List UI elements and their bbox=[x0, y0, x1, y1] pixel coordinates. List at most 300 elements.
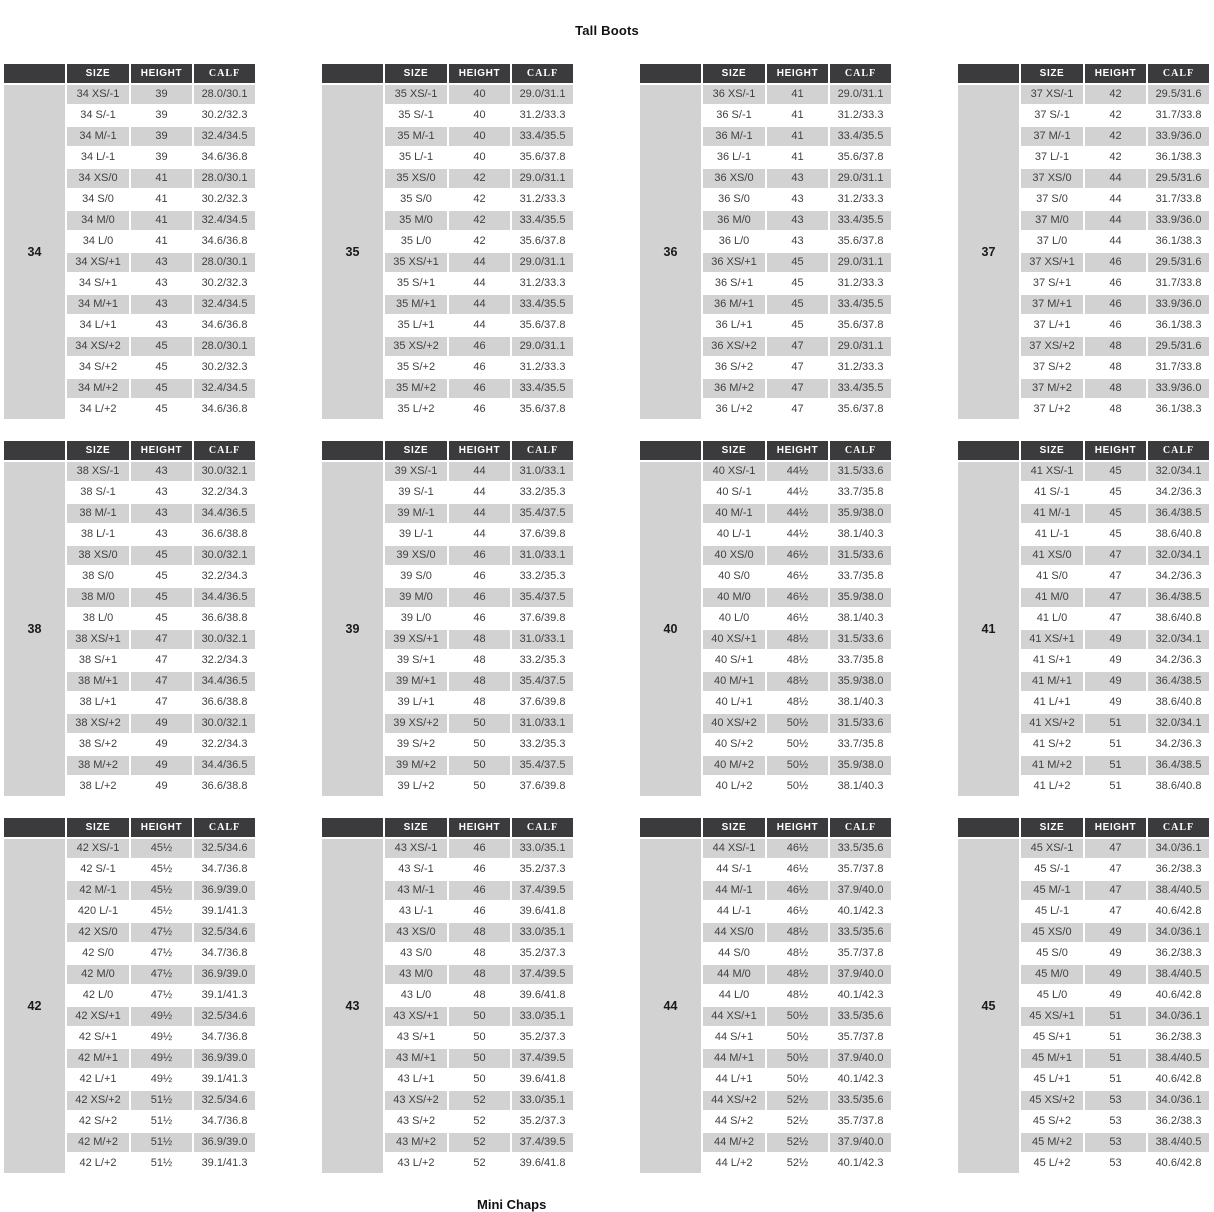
height-cell: 48½ bbox=[767, 965, 828, 984]
column-header-size: SIZE bbox=[1021, 818, 1083, 837]
height-cell: 43 bbox=[131, 462, 192, 481]
height-cell: 45 bbox=[1085, 483, 1146, 502]
calf-cell: 35.9/38.0 bbox=[830, 588, 891, 607]
height-cell: 51 bbox=[1085, 1007, 1146, 1026]
header-row bbox=[640, 818, 891, 837]
height-cell: 46½ bbox=[767, 839, 828, 858]
column-header-height: HEIGHT bbox=[131, 64, 192, 83]
height-cell: 44 bbox=[449, 253, 510, 272]
size-cell: 34 L/0 bbox=[67, 232, 129, 251]
size-cell: 43 XS/0 bbox=[385, 923, 447, 942]
size-cell: 39 L/+2 bbox=[385, 777, 447, 796]
size-cell: 44 S/0 bbox=[703, 944, 765, 963]
calf-cell: 30.2/32.3 bbox=[194, 106, 255, 125]
height-cell: 47 bbox=[131, 630, 192, 649]
size-cell: 44 M/+1 bbox=[703, 1049, 765, 1068]
column-header-height: HEIGHT bbox=[449, 64, 510, 83]
header-row bbox=[640, 441, 891, 460]
size-cell: 36 M/+1 bbox=[703, 295, 765, 314]
size-cell: 38 XS/0 bbox=[67, 546, 129, 565]
table-row bbox=[958, 839, 1209, 858]
height-cell: 48 bbox=[449, 630, 510, 649]
height-cell: 51 bbox=[1085, 735, 1146, 754]
calf-cell: 31.5/33.6 bbox=[830, 630, 891, 649]
table-side-label: 42 bbox=[4, 839, 65, 1173]
calf-cell: 31.2/33.3 bbox=[512, 358, 573, 377]
height-cell: 49½ bbox=[131, 1070, 192, 1089]
size-cell: 37 L/-1 bbox=[1021, 148, 1083, 167]
table-row bbox=[322, 462, 573, 481]
header-row bbox=[4, 441, 255, 460]
height-cell: 53 bbox=[1085, 1112, 1146, 1131]
size-cell: 38 S/-1 bbox=[67, 483, 129, 502]
height-cell: 52½ bbox=[767, 1091, 828, 1110]
calf-cell: 34.6/36.8 bbox=[194, 400, 255, 419]
calf-cell: 37.9/40.0 bbox=[830, 965, 891, 984]
size-cell: 41 XS/+1 bbox=[1021, 630, 1083, 649]
height-cell: 49 bbox=[131, 714, 192, 733]
size-cell: 36 L/+1 bbox=[703, 316, 765, 335]
height-cell: 48 bbox=[449, 693, 510, 712]
column-header-height: HEIGHT bbox=[449, 441, 510, 460]
height-cell: 50½ bbox=[767, 756, 828, 775]
height-cell: 49 bbox=[1085, 986, 1146, 1005]
size-cell: 38 M/0 bbox=[67, 588, 129, 607]
calf-cell: 29.0/31.1 bbox=[512, 85, 573, 104]
height-cell: 50 bbox=[449, 714, 510, 733]
header-row bbox=[958, 64, 1209, 83]
size-table-39 bbox=[320, 439, 575, 798]
column-header-calf: CALF bbox=[194, 818, 255, 837]
size-cell: 41 L/+1 bbox=[1021, 693, 1083, 712]
calf-cell: 31.2/33.3 bbox=[830, 190, 891, 209]
column-header-calf: CALF bbox=[512, 64, 573, 83]
header-corner-cell bbox=[4, 818, 65, 837]
size-cell: 44 L/+2 bbox=[703, 1154, 765, 1173]
size-cell: 43 L/+2 bbox=[385, 1154, 447, 1173]
size-cell: 45 L/+2 bbox=[1021, 1154, 1083, 1173]
calf-cell: 32.0/34.1 bbox=[1148, 546, 1209, 565]
height-cell: 46 bbox=[449, 400, 510, 419]
calf-cell: 32.5/34.6 bbox=[194, 1091, 255, 1110]
size-cell: 39 L/-1 bbox=[385, 525, 447, 544]
size-cell: 39 S/+1 bbox=[385, 651, 447, 670]
size-cell: 44 XS/-1 bbox=[703, 839, 765, 858]
size-cell: 37 XS/+1 bbox=[1021, 253, 1083, 272]
table-side-label: 44 bbox=[640, 839, 701, 1173]
size-cell: 45 S/-1 bbox=[1021, 860, 1083, 879]
size-cell: 43 S/+1 bbox=[385, 1028, 447, 1047]
size-cell: 37 S/-1 bbox=[1021, 106, 1083, 125]
calf-cell: 32.5/34.6 bbox=[194, 923, 255, 942]
height-cell: 40 bbox=[449, 127, 510, 146]
height-cell: 45 bbox=[767, 295, 828, 314]
height-cell: 49 bbox=[1085, 630, 1146, 649]
size-cell: 42 M/0 bbox=[67, 965, 129, 984]
height-cell: 46 bbox=[449, 379, 510, 398]
height-cell: 52 bbox=[449, 1133, 510, 1152]
column-header-height: HEIGHT bbox=[131, 818, 192, 837]
calf-cell: 38.6/40.8 bbox=[1148, 609, 1209, 628]
size-cell: 35 M/0 bbox=[385, 211, 447, 230]
table-side-label: 37 bbox=[958, 85, 1019, 419]
calf-cell: 35.7/37.8 bbox=[830, 1112, 891, 1131]
height-cell: 45 bbox=[131, 567, 192, 586]
size-cell: 35 S/+2 bbox=[385, 358, 447, 377]
calf-cell: 33.2/35.3 bbox=[512, 483, 573, 502]
height-cell: 47½ bbox=[131, 965, 192, 984]
height-cell: 48½ bbox=[767, 672, 828, 691]
calf-cell: 35.2/37.3 bbox=[512, 944, 573, 963]
column-header-size: SIZE bbox=[385, 818, 447, 837]
calf-cell: 40.1/42.3 bbox=[830, 902, 891, 921]
column-header-size: SIZE bbox=[67, 441, 129, 460]
header-row bbox=[4, 818, 255, 837]
height-cell: 50 bbox=[449, 1028, 510, 1047]
calf-cell: 32.0/34.1 bbox=[1148, 462, 1209, 481]
calf-cell: 33.4/35.5 bbox=[512, 211, 573, 230]
size-cell: 34 XS/0 bbox=[67, 169, 129, 188]
height-cell: 51½ bbox=[131, 1091, 192, 1110]
height-cell: 40 bbox=[449, 106, 510, 125]
calf-cell: 29.0/31.1 bbox=[830, 253, 891, 272]
height-cell: 47½ bbox=[131, 944, 192, 963]
calf-cell: 31.2/33.3 bbox=[830, 358, 891, 377]
height-cell: 43 bbox=[131, 316, 192, 335]
column-header-calf: CALF bbox=[830, 64, 891, 83]
size-cell: 38 S/0 bbox=[67, 567, 129, 586]
height-cell: 44 bbox=[449, 295, 510, 314]
height-cell: 46 bbox=[449, 337, 510, 356]
column-header-calf: CALF bbox=[830, 441, 891, 460]
calf-cell: 37.9/40.0 bbox=[830, 1049, 891, 1068]
height-cell: 47 bbox=[767, 358, 828, 377]
size-cell: 40 XS/+1 bbox=[703, 630, 765, 649]
calf-cell: 39.6/41.8 bbox=[512, 902, 573, 921]
height-cell: 46 bbox=[449, 839, 510, 858]
size-cell: 36 S/+1 bbox=[703, 274, 765, 293]
calf-cell: 37.4/39.5 bbox=[512, 1049, 573, 1068]
header-corner-cell bbox=[4, 441, 65, 460]
page-title: Tall Boots bbox=[575, 23, 639, 38]
height-cell: 43 bbox=[131, 295, 192, 314]
table-row bbox=[4, 85, 255, 104]
calf-cell: 40.6/42.8 bbox=[1148, 1070, 1209, 1089]
size-cell: 44 S/+2 bbox=[703, 1112, 765, 1131]
height-cell: 50 bbox=[449, 1049, 510, 1068]
height-cell: 46 bbox=[449, 358, 510, 377]
height-cell: 46 bbox=[449, 902, 510, 921]
size-cell: 41 M/+1 bbox=[1021, 672, 1083, 691]
size-cell: 37 S/0 bbox=[1021, 190, 1083, 209]
size-cell: 45 L/-1 bbox=[1021, 902, 1083, 921]
height-cell: 53 bbox=[1085, 1091, 1146, 1110]
height-cell: 45 bbox=[767, 274, 828, 293]
calf-cell: 31.0/33.1 bbox=[512, 546, 573, 565]
height-cell: 44 bbox=[449, 504, 510, 523]
height-cell: 50 bbox=[449, 1070, 510, 1089]
size-cell: 40 S/0 bbox=[703, 567, 765, 586]
size-cell: 43 L/0 bbox=[385, 986, 447, 1005]
height-cell: 47½ bbox=[131, 923, 192, 942]
size-cell: 35 S/+1 bbox=[385, 274, 447, 293]
column-header-height: HEIGHT bbox=[767, 818, 828, 837]
calf-cell: 29.5/31.6 bbox=[1148, 85, 1209, 104]
calf-cell: 36.4/38.5 bbox=[1148, 504, 1209, 523]
size-cell: 37 S/+1 bbox=[1021, 274, 1083, 293]
calf-cell: 38.6/40.8 bbox=[1148, 525, 1209, 544]
height-cell: 51 bbox=[1085, 777, 1146, 796]
height-cell: 45 bbox=[131, 337, 192, 356]
calf-cell: 32.0/34.1 bbox=[1148, 714, 1209, 733]
height-cell: 42 bbox=[1085, 148, 1146, 167]
calf-cell: 35.6/37.8 bbox=[512, 232, 573, 251]
size-cell: 37 XS/-1 bbox=[1021, 85, 1083, 104]
calf-cell: 32.5/34.6 bbox=[194, 1007, 255, 1026]
height-cell: 46 bbox=[449, 588, 510, 607]
size-cell: 44 M/+2 bbox=[703, 1133, 765, 1152]
column-header-size: SIZE bbox=[67, 818, 129, 837]
column-header-calf: CALF bbox=[512, 818, 573, 837]
height-cell: 43 bbox=[131, 504, 192, 523]
column-header-size: SIZE bbox=[1021, 64, 1083, 83]
size-cell: 40 L/+1 bbox=[703, 693, 765, 712]
height-cell: 49 bbox=[131, 777, 192, 796]
size-cell: 39 M/-1 bbox=[385, 504, 447, 523]
calf-cell: 32.2/34.3 bbox=[194, 651, 255, 670]
size-cell: 39 XS/+2 bbox=[385, 714, 447, 733]
size-table-44 bbox=[638, 816, 893, 1175]
height-cell: 44½ bbox=[767, 504, 828, 523]
calf-cell: 35.7/37.8 bbox=[830, 860, 891, 879]
size-cell: 41 L/+2 bbox=[1021, 777, 1083, 796]
height-cell: 46 bbox=[449, 609, 510, 628]
header-row bbox=[958, 441, 1209, 460]
height-cell: 40 bbox=[449, 85, 510, 104]
calf-cell: 35.6/37.8 bbox=[830, 148, 891, 167]
calf-cell: 33.7/35.8 bbox=[830, 651, 891, 670]
table-row bbox=[958, 462, 1209, 481]
height-cell: 50 bbox=[449, 735, 510, 754]
height-cell: 47 bbox=[1085, 902, 1146, 921]
table-side-label: 34 bbox=[4, 85, 65, 419]
calf-cell: 32.2/34.3 bbox=[194, 735, 255, 754]
calf-cell: 40.6/42.8 bbox=[1148, 1154, 1209, 1173]
calf-cell: 35.7/37.8 bbox=[830, 944, 891, 963]
table-row bbox=[322, 839, 573, 858]
header-row bbox=[4, 64, 255, 83]
column-header-calf: CALF bbox=[1148, 818, 1209, 837]
calf-cell: 39.6/41.8 bbox=[512, 1070, 573, 1089]
size-cell: 38 XS/-1 bbox=[67, 462, 129, 481]
height-cell: 39 bbox=[131, 106, 192, 125]
calf-cell: 34.2/36.3 bbox=[1148, 483, 1209, 502]
height-cell: 47 bbox=[1085, 546, 1146, 565]
calf-cell: 39.1/41.3 bbox=[194, 1154, 255, 1173]
calf-cell: 33.7/35.8 bbox=[830, 567, 891, 586]
size-cell: 45 M/+1 bbox=[1021, 1049, 1083, 1068]
calf-cell: 33.9/36.0 bbox=[1148, 211, 1209, 230]
height-cell: 47 bbox=[767, 400, 828, 419]
calf-cell: 33.4/35.5 bbox=[830, 379, 891, 398]
calf-cell: 36.1/38.3 bbox=[1148, 148, 1209, 167]
height-cell: 49 bbox=[131, 756, 192, 775]
calf-cell: 35.2/37.3 bbox=[512, 860, 573, 879]
size-cell: 34 M/0 bbox=[67, 211, 129, 230]
calf-cell: 35.4/37.5 bbox=[512, 588, 573, 607]
size-cell: 38 S/+1 bbox=[67, 651, 129, 670]
calf-cell: 35.4/37.5 bbox=[512, 756, 573, 775]
size-cell: 34 S/0 bbox=[67, 190, 129, 209]
height-cell: 52½ bbox=[767, 1154, 828, 1173]
calf-cell: 29.0/31.1 bbox=[512, 253, 573, 272]
size-cell: 34 XS/+2 bbox=[67, 337, 129, 356]
header-corner-cell bbox=[958, 441, 1019, 460]
height-cell: 49½ bbox=[131, 1049, 192, 1068]
height-cell: 39 bbox=[131, 127, 192, 146]
size-cell: 42 M/+2 bbox=[67, 1133, 129, 1152]
calf-cell: 33.4/35.5 bbox=[512, 127, 573, 146]
size-cell: 41 M/-1 bbox=[1021, 504, 1083, 523]
calf-cell: 34.7/36.8 bbox=[194, 944, 255, 963]
height-cell: 42 bbox=[1085, 85, 1146, 104]
calf-cell: 33.2/35.3 bbox=[512, 735, 573, 754]
size-cell: 41 L/-1 bbox=[1021, 525, 1083, 544]
calf-cell: 39.1/41.3 bbox=[194, 902, 255, 921]
calf-cell: 36.4/38.5 bbox=[1148, 756, 1209, 775]
size-cell: 42 XS/+2 bbox=[67, 1091, 129, 1110]
calf-cell: 32.4/34.5 bbox=[194, 127, 255, 146]
calf-cell: 34.4/36.5 bbox=[194, 756, 255, 775]
calf-cell: 32.2/34.3 bbox=[194, 567, 255, 586]
calf-cell: 35.6/37.8 bbox=[830, 400, 891, 419]
calf-cell: 33.5/35.6 bbox=[830, 1007, 891, 1026]
calf-cell: 31.0/33.1 bbox=[512, 462, 573, 481]
calf-cell: 30.0/32.1 bbox=[194, 630, 255, 649]
size-cell: 40 M/+1 bbox=[703, 672, 765, 691]
size-cell: 42 M/-1 bbox=[67, 881, 129, 900]
height-cell: 46 bbox=[1085, 274, 1146, 293]
calf-cell: 35.7/37.8 bbox=[830, 1028, 891, 1047]
size-cell: 40 M/+2 bbox=[703, 756, 765, 775]
size-cell: 35 M/+1 bbox=[385, 295, 447, 314]
size-cell: 38 M/-1 bbox=[67, 504, 129, 523]
size-cell: 36 XS/0 bbox=[703, 169, 765, 188]
size-cell: 37 XS/+2 bbox=[1021, 337, 1083, 356]
size-cell: 420 L/-1 bbox=[67, 902, 129, 921]
size-cell: 39 XS/+1 bbox=[385, 630, 447, 649]
calf-cell: 35.4/37.5 bbox=[512, 672, 573, 691]
calf-cell: 34.0/36.1 bbox=[1148, 839, 1209, 858]
calf-cell: 38.1/40.3 bbox=[830, 693, 891, 712]
size-cell: 34 S/+1 bbox=[67, 274, 129, 293]
column-header-height: HEIGHT bbox=[449, 818, 510, 837]
height-cell: 45 bbox=[1085, 462, 1146, 481]
table-side-label: 35 bbox=[322, 85, 383, 419]
calf-cell: 28.0/30.1 bbox=[194, 85, 255, 104]
size-table-43 bbox=[320, 816, 575, 1175]
calf-cell: 31.5/33.6 bbox=[830, 546, 891, 565]
height-cell: 46½ bbox=[767, 588, 828, 607]
size-cell: 39 XS/0 bbox=[385, 546, 447, 565]
column-header-calf: CALF bbox=[512, 441, 573, 460]
height-cell: 43 bbox=[131, 274, 192, 293]
height-cell: 50½ bbox=[767, 1007, 828, 1026]
column-header-size: SIZE bbox=[703, 818, 765, 837]
size-cell: 35 L/0 bbox=[385, 232, 447, 251]
height-cell: 48½ bbox=[767, 986, 828, 1005]
calf-cell: 38.1/40.3 bbox=[830, 525, 891, 544]
calf-cell: 34.6/36.8 bbox=[194, 232, 255, 251]
size-cell: 45 M/0 bbox=[1021, 965, 1083, 984]
height-cell: 51 bbox=[1085, 756, 1146, 775]
height-cell: 45 bbox=[131, 400, 192, 419]
size-cell: 36 L/0 bbox=[703, 232, 765, 251]
height-cell: 41 bbox=[767, 148, 828, 167]
height-cell: 49½ bbox=[131, 1028, 192, 1047]
calf-cell: 35.9/38.0 bbox=[830, 504, 891, 523]
size-cell: 37 M/0 bbox=[1021, 211, 1083, 230]
size-cell: 35 XS/+1 bbox=[385, 253, 447, 272]
size-cell: 34 XS/+1 bbox=[67, 253, 129, 272]
height-cell: 48 bbox=[1085, 400, 1146, 419]
calf-cell: 40.1/42.3 bbox=[830, 986, 891, 1005]
size-cell: 34 L/+1 bbox=[67, 316, 129, 335]
size-cell: 35 M/+2 bbox=[385, 379, 447, 398]
calf-cell: 35.2/37.3 bbox=[512, 1028, 573, 1047]
calf-cell: 34.6/36.8 bbox=[194, 148, 255, 167]
calf-cell: 34.6/36.8 bbox=[194, 316, 255, 335]
height-cell: 45 bbox=[1085, 504, 1146, 523]
height-cell: 50½ bbox=[767, 1049, 828, 1068]
calf-cell: 32.4/34.5 bbox=[194, 295, 255, 314]
calf-cell: 30.2/32.3 bbox=[194, 358, 255, 377]
calf-cell: 30.0/32.1 bbox=[194, 714, 255, 733]
calf-cell: 36.6/38.8 bbox=[194, 693, 255, 712]
height-cell: 53 bbox=[1085, 1133, 1146, 1152]
size-cell: 41 S/0 bbox=[1021, 567, 1083, 586]
column-header-height: HEIGHT bbox=[1085, 818, 1146, 837]
calf-cell: 36.9/39.0 bbox=[194, 965, 255, 984]
calf-cell: 38.4/40.5 bbox=[1148, 1133, 1209, 1152]
calf-cell: 33.5/35.6 bbox=[830, 1091, 891, 1110]
height-cell: 48½ bbox=[767, 923, 828, 942]
column-header-calf: CALF bbox=[194, 441, 255, 460]
calf-cell: 36.6/38.8 bbox=[194, 525, 255, 544]
height-cell: 52 bbox=[449, 1154, 510, 1173]
size-cell: 36 M/-1 bbox=[703, 127, 765, 146]
height-cell: 45 bbox=[131, 588, 192, 607]
size-cell: 42 XS/0 bbox=[67, 923, 129, 942]
size-cell: 38 L/+1 bbox=[67, 693, 129, 712]
size-cell: 38 S/+2 bbox=[67, 735, 129, 754]
header-corner-cell bbox=[958, 818, 1019, 837]
height-cell: 41 bbox=[131, 211, 192, 230]
calf-cell: 31.7/33.8 bbox=[1148, 190, 1209, 209]
calf-cell: 36.9/39.0 bbox=[194, 1049, 255, 1068]
calf-cell: 29.5/31.6 bbox=[1148, 337, 1209, 356]
column-header-size: SIZE bbox=[385, 441, 447, 460]
height-cell: 47 bbox=[1085, 588, 1146, 607]
size-cell: 44 XS/0 bbox=[703, 923, 765, 942]
size-table-45 bbox=[956, 816, 1211, 1175]
height-cell: 51 bbox=[1085, 1028, 1146, 1047]
calf-cell: 38.4/40.5 bbox=[1148, 965, 1209, 984]
size-cell: 45 L/+1 bbox=[1021, 1070, 1083, 1089]
size-cell: 37 L/+2 bbox=[1021, 400, 1083, 419]
calf-cell: 29.0/31.1 bbox=[512, 169, 573, 188]
calf-cell: 31.2/33.3 bbox=[512, 190, 573, 209]
